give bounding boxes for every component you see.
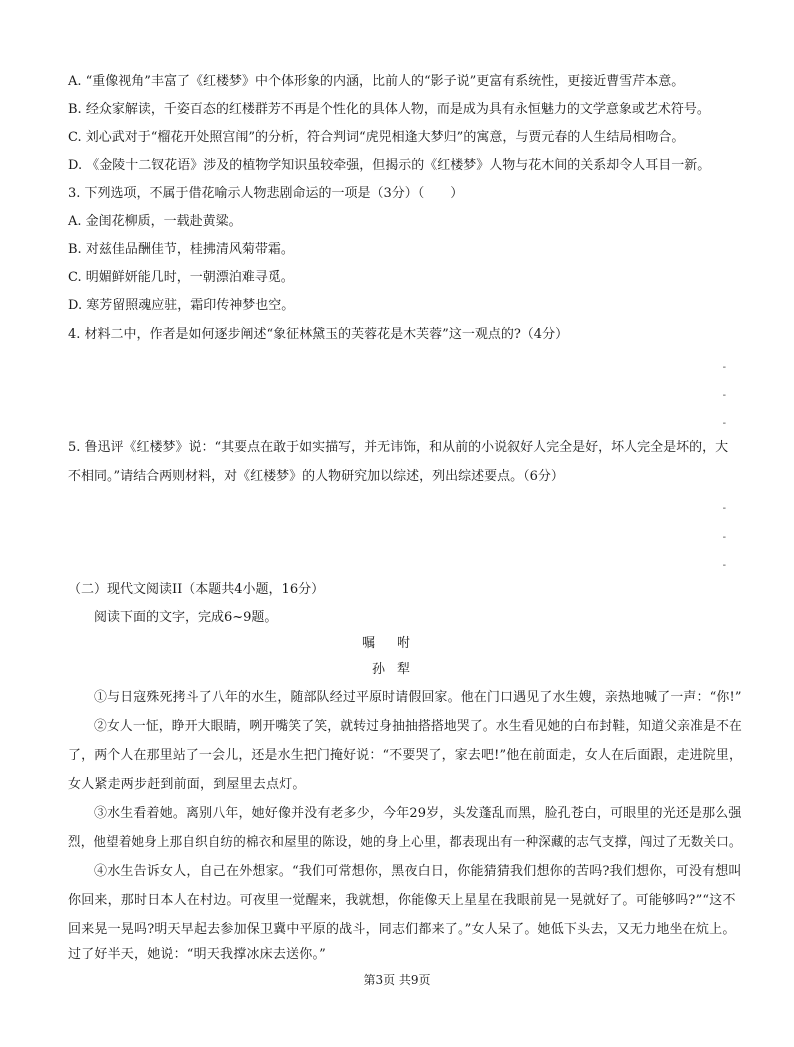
story-paragraph-line: 烈，他望着她身上那自织自纺的棉衣和屋里的陈设，她的身上心里，都表现出有一种深藏的志气支撑，闯过了无数关口。 bbox=[68, 835, 742, 850]
story-title: 嘱咐 bbox=[361, 636, 432, 651]
q2-option-b: B. 经众家解读，千姿百态的红楼群芳不再是个性化的具体人物，而是成为具有永恒魅力的文学意象或艺术符号。 bbox=[68, 102, 710, 117]
story-paragraph-line: 了，两个人在那里站了一会儿，还是水生把门掩好说：“不要哭了，家去吧!”他在前面走，女人在后面跟，走进院里， bbox=[68, 748, 743, 763]
q3-option-a: A. 金闺花柳质，一载赴黄粱。 bbox=[68, 214, 242, 229]
story-paragraph-line: ③水生看着她。离别八年，她好像并没有老多少，今年29岁，头发蓬乱而黑，脸孔苍白，可眼里的光还是那么强 bbox=[94, 806, 742, 821]
story-paragraph-line: 回来晃一晃吗?明天早起去参加保卫冀中平原的战斗，同志们都来了。”女人呆了。她低下头去，又无力地坐在炕上。 bbox=[68, 922, 736, 937]
q4-stem: 4. 材料二中，作者是如何逐步阐述“象征林黛玉的芙蓉花是木芙蓉”这一观点的?（4分） bbox=[68, 327, 569, 342]
reading-instruction: 阅读下面的文字，完成6~9题。 bbox=[94, 610, 278, 625]
q3-option-c: C. 明媚鲜妍能几时，一朝漂泊难寻觅。 bbox=[68, 270, 294, 285]
q5-stem-line2: 不相同。”请结合两则材料，对《红楼梦》的人物研究加以综述，列出综述要点。（6分） bbox=[68, 469, 564, 484]
q2-option-d: D. 《金陵十二钗花语》涉及的植物学知识虽较牵强，但揭示的《红楼梦》人物与花木间的关系却令人耳目一新。 bbox=[68, 158, 711, 173]
story-paragraph-line: ②女人一怔，睁开大眼睛，咧开嘴笑了笑，就转过身抽抽搭搭地哭了。水生看见她的白布封鞋，知道父亲准是不在 bbox=[94, 719, 743, 734]
q5-stem-line1: 5. 鲁迅评《红楼梦》说：“其要点在敢于如实描写，并无讳饰，和从前的小说叙好人完全是好，坏人完全是坏的，大 bbox=[68, 440, 729, 455]
answer-line-marker: - bbox=[722, 418, 726, 429]
q3-option-d: D. 寒芳留照魂应驻，霜印传神梦也空。 bbox=[68, 298, 295, 313]
story-paragraph-line: 你回来，那时日本人在村边。可夜里一觉醒来，我就想，你能像天上星星在我眼前晃一晃就好了。可能够吗?”“这不 bbox=[68, 893, 736, 908]
answer-line-marker: - bbox=[722, 532, 726, 543]
answer-line-marker: - bbox=[722, 390, 726, 401]
story-paragraph-line: 过了好半天，她说：“明天我撑冰床去送你。” bbox=[68, 947, 326, 962]
q2-option-a: A. “重像视角”丰富了《红楼梦》中个体形象的内涵，比前人的“影子说”更富有系统性，更接近曹雪芹本意。 bbox=[68, 74, 685, 89]
story-paragraph-line: ④水生告诉女人，自己在外想家。“我们可常想你，黑夜白日，你能猜猜我们想你的苦吗?我们想你，可没有想叫 bbox=[94, 864, 742, 879]
answer-line-marker: - bbox=[722, 362, 726, 373]
answer-line-marker: - bbox=[722, 503, 726, 514]
story-paragraph-line: 女人紧走两步赶到前面，到屋里去点灯。 bbox=[68, 777, 306, 792]
q2-option-c: C. 刘心武对于“榴花开处照宫闱”的分析，符合判词“虎兕相逢大梦归”的寓意，与贾元春的人生结局相吻合。 bbox=[68, 130, 685, 145]
q3-stem: 3. 下列选项，不属于借花喻示人物悲剧命运的一项是（3分）（ ） bbox=[68, 186, 464, 201]
story-paragraph-line: ①与日寇殊死拷斗了八年的水生，随部队经过平原时请假回家。他在门口遇见了水生嫂，亲热地喊了一声：“你!” bbox=[94, 690, 742, 705]
story-author: 孙犁 bbox=[371, 662, 422, 677]
section-heading: （二）现代文阅读II（本题共4小题，16分） bbox=[68, 582, 325, 597]
page-footer: 第3页 共9页 bbox=[363, 973, 431, 987]
q3-option-b: B. 对兹佳品酬佳节，桂拂清风菊带霜。 bbox=[68, 242, 294, 257]
answer-line-marker: - bbox=[722, 560, 726, 571]
